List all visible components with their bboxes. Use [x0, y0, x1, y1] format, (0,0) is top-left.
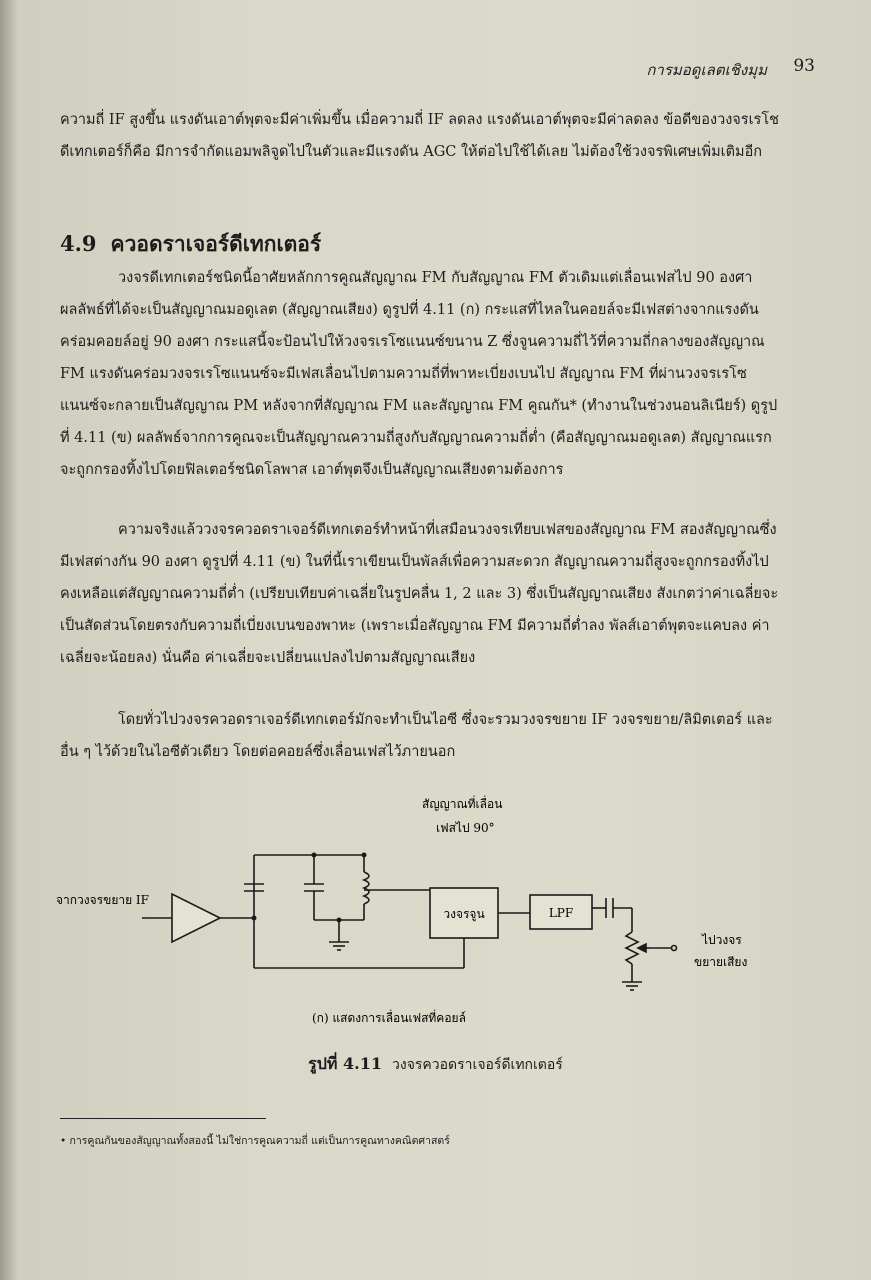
figure-caption-text: วงจรควอดราเจอร์ดีเทกเตอร์ [392, 1057, 563, 1073]
output-label-2: ขยายเสียง [694, 955, 748, 969]
page-number: 93 [793, 56, 815, 76]
section-title: ควอดราเจอร์ดีเทกเตอร์ [110, 231, 322, 256]
limiter-amplifier-symbol [172, 894, 220, 942]
footnote-rule [60, 1118, 266, 1119]
running-head: การมอดูเลตเชิงมุม [646, 61, 767, 79]
circuit-nodes [252, 853, 367, 923]
circuit-diagram [50, 780, 810, 1040]
paragraph-principle-text: วงจรดีเทกเตอร์ชนิดนี้อาศัยหลักการคูณสัญญาณ FM กับสัญญาณ FM ตัวเดิมแต่เลื่อนเฟสไป 90 องศา ผลลัพธ์ที่ได้จะเป็นสัญญาณมอดูเลต (สัญญาณเสียง) ดูรูปที่ 4.11 (ก) กระแสที่ไหลในคอยล์จะมีเฟสต่างจากแรงดันคร่อมคอยล์อยู่ 90 องศา กระแสนี้จะป้อนไปให้วงจรเรโซแนนซ์ขนาน Z ซึ่งจูนความถี่ไว้ที่ความถี่กลางของสัญญาณ FM แรงดันคร่อมวงจรเรโซแนนซ์จะมีเฟสเลื่อนไปตามความถี่ที่พาหะเบี่ยงเบนไป สัญญาณ FM ที่ผ่านวงจรเรโซแนนซ์จะกลายเป็นสัญญาณ PM หลังจากที่สัญญาณ FM และสัญญาณ FM คูณกัน* (ทำงานในช่วงนอนลิเนียร์) ดูรูปที่ 4.11 (ข) ผลลัพธ์จากการคูณจะเป็นสัญญาณความถี่สูงกับสัญญาณความถี่ต่ำ (คือสัญญาณมอดูเลต) สัญญาณแรกจะถูกกรองทิ้งไปโดยฟิลเตอร์ชนิดโลพาส เอาต์พุตจึงเป็นสัญญาณเสียงตามต้องการ [60, 270, 778, 478]
figure-caption [0, 1052, 871, 1077]
paragraph-intro: ความถี่ IF สูงขึ้น แรงดันเอาต์พุตจะมีค่าเพิ่มขึ้น เมื่อความถี่ IF ลดลง แรงดันเอาต์พุตจะมีค่าลดลง ข้อดีของวงจรเรโชดีเทกเตอร์ก็คือ มีการจำกัดแอมพลิจูดไปในตัวและมีแรงดัน AGC ให้ต่อไปใช้ได้เลย ไม่ต้องใช้วงจรพิเศษเพิ่มเติมอีก [60, 112, 779, 160]
lpf-label: LPF [548, 906, 574, 920]
footnote: • การคูณกันของสัญญาณทั้งสองนี้ ไม่ใช่การคูณความถี่ แต่เป็นการคูณทางคณิตศาสตร์ [60, 1135, 450, 1147]
section-number: 4.9 [60, 231, 97, 256]
output-terminal [672, 946, 677, 951]
output-label-1: ไปวงจร [702, 933, 742, 947]
paragraph-ic [60, 704, 780, 768]
multiplier-label: วงจรจูน [443, 907, 485, 921]
shifted-signal-label-1: สัญญาณที่เลื่อน [422, 797, 503, 811]
tank-coil-symbol [364, 872, 369, 904]
paragraph-phase-comparison-text: ความจริงแล้ววงจรควอดราเจอร์ดีเทกเตอร์ทำหน้าที่เสมือนวงจรเทียบเฟสของสัญญาณ FM สองสัญญาณซึ่งมีเฟสต่างกัน 90 องศา ดูรูปที่ 4.11 (ข) ในที่นี้เราเขียนเป็นพัลส์เพื่อความสะดวก สัญญาณความถี่สูงจะถูกกรองทิ้งไป คงเหลือแต่สัญญาณความถี่ต่ำ (เปรียบเทียบค่าเฉลี่ยในรูปคลื่น 1, 2 และ 3) ซึ่งเป็นสัญญาณเสียง สังเกตว่าค่าเฉลี่ยจะเป็นสัดส่วนโดยตรงกับความถี่เบี่ยงเบนของพาหะ (เพราะเมื่อสัญญาณ FM มีความถี่ต่ำลง พัลส์เอาต์พุตจะแคบลง ค่าเฉลี่ยจะน้อยลง) นั่นคือ ค่าเฉลี่ยจะเปลี่ยนแปลงไปตามสัญญาณเสียง [60, 522, 779, 666]
section-heading [60, 228, 321, 261]
volume-potentiometer [626, 932, 638, 964]
paragraph-ic-text: โดยทั่วไปวงจรควอดราเจอร์ดีเทกเตอร์มักจะทำเป็นไอซี ซึ่งจะรวมวงจรขยาย IF วงจรขยาย/ลิมิตเตอร์ และอื่น ๆ ไว้ด้วยในไอซีตัวเดียว โดยต่อคอยล์ซึ่งเลื่อนเฟสไว้ภายนอก [60, 712, 773, 760]
input-label: จากวงจรขยาย IF [56, 893, 149, 907]
figure-subcaption: (ก) แสดงการเลื่อนเฟสที่คอยล์ [312, 1011, 466, 1025]
figure-caption-label: รูปที่ 4.11 [308, 1054, 382, 1073]
shifted-signal-label-2: เฟสไป 90° [436, 821, 495, 835]
paragraph-principle [60, 262, 780, 486]
wiper-arrow [638, 944, 646, 952]
paragraph-phase-comparison [60, 514, 780, 674]
page-binding-shadow [0, 0, 18, 1280]
circuit-figure [50, 780, 810, 1040]
